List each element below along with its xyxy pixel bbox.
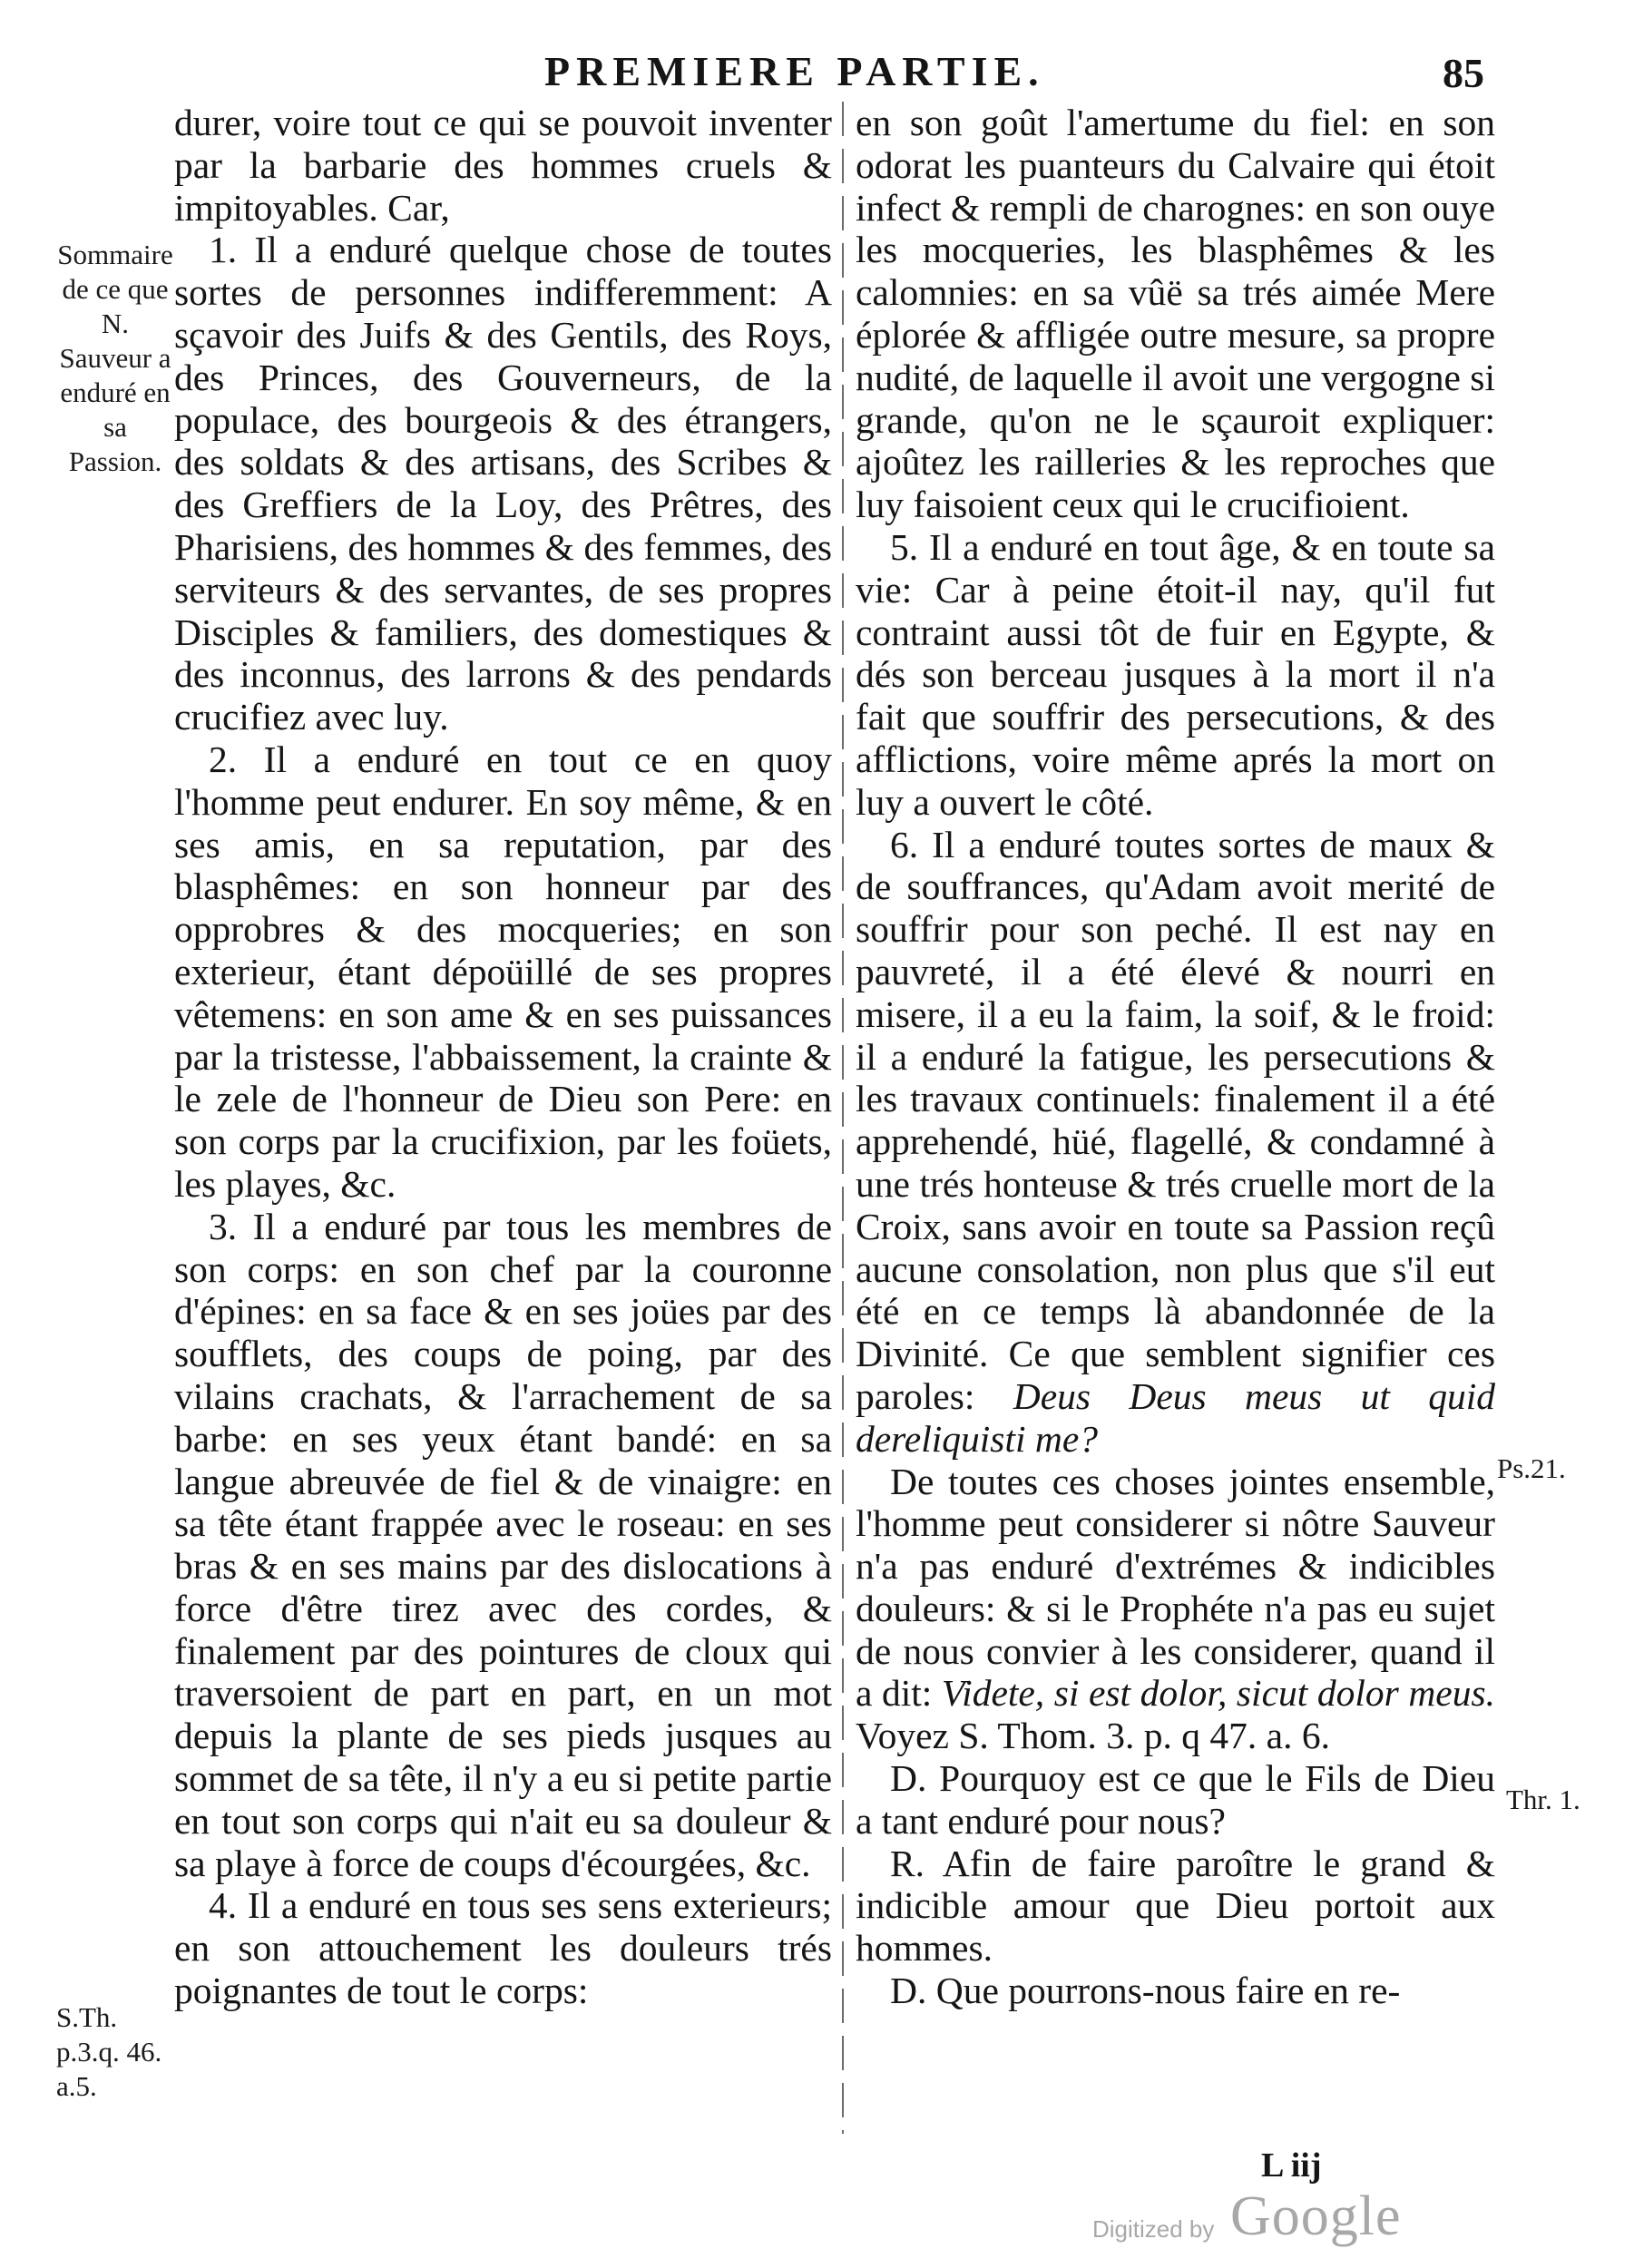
paragraph: R. Afin de faire paroître le grand & indicible amour que Dieu portoit aux hommes.: [856, 1842, 1495, 1970]
running-title: PREMIERE PARTIE.: [544, 48, 1045, 94]
paragraph: durer, voire tout ce qui se pouvoit inventer par la barbarie des hommes cruels & impitoyables. Car,: [174, 102, 832, 229]
watermark-prefix: Digitized by: [1092, 2215, 1215, 2243]
google-logo: Google: [1230, 2185, 1402, 2247]
latin-quotation: Deus Deus meus ut quid dereliquisti me?: [856, 1374, 1495, 1460]
page-number: 85: [1443, 50, 1484, 96]
paragraph: 2. Il a enduré en tout ce en quoy l'homme peut endurer. En soy même, & en ses amis, en sa reputation, par des blasphêmes: en son honneur par des opprobres & des mocqueries; en son exterieur, étant dépoüillé de ses propres vêtemens: en son ame & en ses puissances par la tristesse, l'abbaissement, la crainte & le zele de l'honneur de Dieu son Pere: en son corps par la crucifixion, par les foüets, les playes, &c.: [174, 738, 832, 1205]
margin-note-psalm: Ps.21.: [1497, 1452, 1566, 1484]
signature-mark: L iij: [1261, 2146, 1322, 2185]
latin-quotation: Videte, si est dolor, sicut dolor meus.: [941, 1672, 1495, 1715]
left-column: [174, 102, 832, 2012]
paragraph: D. Que pourrons-nous faire en re-: [890, 1970, 1401, 2012]
paragraph: 4. Il a enduré en tous ses sens exterieurs; en son attouchement les douleurs trés poignantes de tout le corps:: [174, 1884, 832, 2012]
paragraph: D. Pourquoy est ce que le Fils de Dieu a tant enduré pour nous?: [856, 1757, 1495, 1842]
margin-note-threni: Thr. 1.: [1506, 1784, 1580, 1815]
reference-text: Voyez S. Thom. 3. p. q 47. a. 6.: [856, 1715, 1330, 1757]
paragraph: en son goût l'amertume du fiel: en son odorat les puanteurs du Calvaire qui étoit infect & rempli de charognes: en son ouye les mocqueries, les blasphêmes & les calomnies: en sa vûë sa trés aimée Mere éplorée & affligée outre mesure, sa propre nudité, de laquelle il avoit une vergogne si grande, qu'on ne le sçauroit expliquer: ajoûtez les railleries & les reproches que luy faisoient ceux qui le crucifioient.: [856, 102, 1495, 526]
column-divider: [842, 102, 844, 2134]
margin-note-st-thomas: S.Th. p.3.q. 46. a.5.: [56, 2001, 162, 2102]
paragraph: [856, 824, 1495, 1461]
margin-note-sommaire: Sommaire de ce que N. Sauveur a enduré en sa Passion.: [57, 239, 173, 477]
paragraph: 1. Il a enduré quelque chose de toutes sortes de personnes indifferemment: A sçavoir des Juifs & des Gentils, des Roys, des Princes, des Gouverneurs, de la populace, des bourgeois & des étrangers, des soldats & des artisans, des Scribes & des Greffiers de la Loy, des Prêtres, des Pharisiens, des hommes & des femmes, des serviteurs & des servantes, de ses propres Disciples & familiers, des domestiques & des inconnus, des larrons & des pendards crucifiez avec luy.: [174, 229, 832, 738]
paragraph-text: 6. Il a enduré toutes sortes de maux & de souffrances, qu'Adam avoit merité de souffrir pour son peché. Il est nay en pauvreté, il a été élevé & nourri en misere, il a eu la faim, la soif, & le froid: il a enduré la fatigue, les persecutions & les travaux continuels: finalement il a été apprehendé, hüé, flagellé, & condamné à une trés honteuse & trés cruelle mort de la Croix, sans avoir en toute sa Passion reçû aucune consolation, non plus que s'il eut été en ce temps là abandonnée de la Divinité. Ce que semblent signifier ces paroles:: [856, 823, 1495, 1417]
paragraph: 3. Il a enduré par tous les membres de son corps: en son chef par la couronne d'épines: en sa face & en ses joües par des soufflets, des coups de poing, par des vilains crachats, & l'arrachement de sa barbe: en ses yeux étant bandé: en sa langue abreuvée de fiel & de vinaigre: en sa tête étant frappée avec le roseau: en ses bras & en ses mains par des dislocations à force d'être tirez avec des cordes, & finalement par des pointures de cloux qui traversoient de part en part, en un mot depuis la plante de ses pieds jusques au sommet de sa tête, il n'y a eu si petite partie en tout son corps qui n'ait eu sa douleur & sa playe à force de coups d'écourgées, &c.: [174, 1205, 832, 1884]
paragraph: [856, 1461, 1495, 1758]
paragraph-text: De toutes ces choses jointes ensemble, l'homme peut considerer si nôtre Sauveur n'a pas enduré d'extrémes & indicibles douleurs: & si le Prophéte n'a pas eu sujet de nous convier à les considerer, quand il a dit:: [856, 1460, 1495, 1715]
right-column: [856, 102, 1495, 2012]
paragraph: 5. Il a enduré en tout âge, & en toute sa vie: Car à peine étoit-il nay, qu'il fut contraint aussi tôt de fuir en Egypte, & dés son berceau jusques à la mort il n'a fait que souffrir des persecutions, & des afflictions, voire même aprés la mort on luy a ouvert le côté.: [856, 525, 1495, 823]
